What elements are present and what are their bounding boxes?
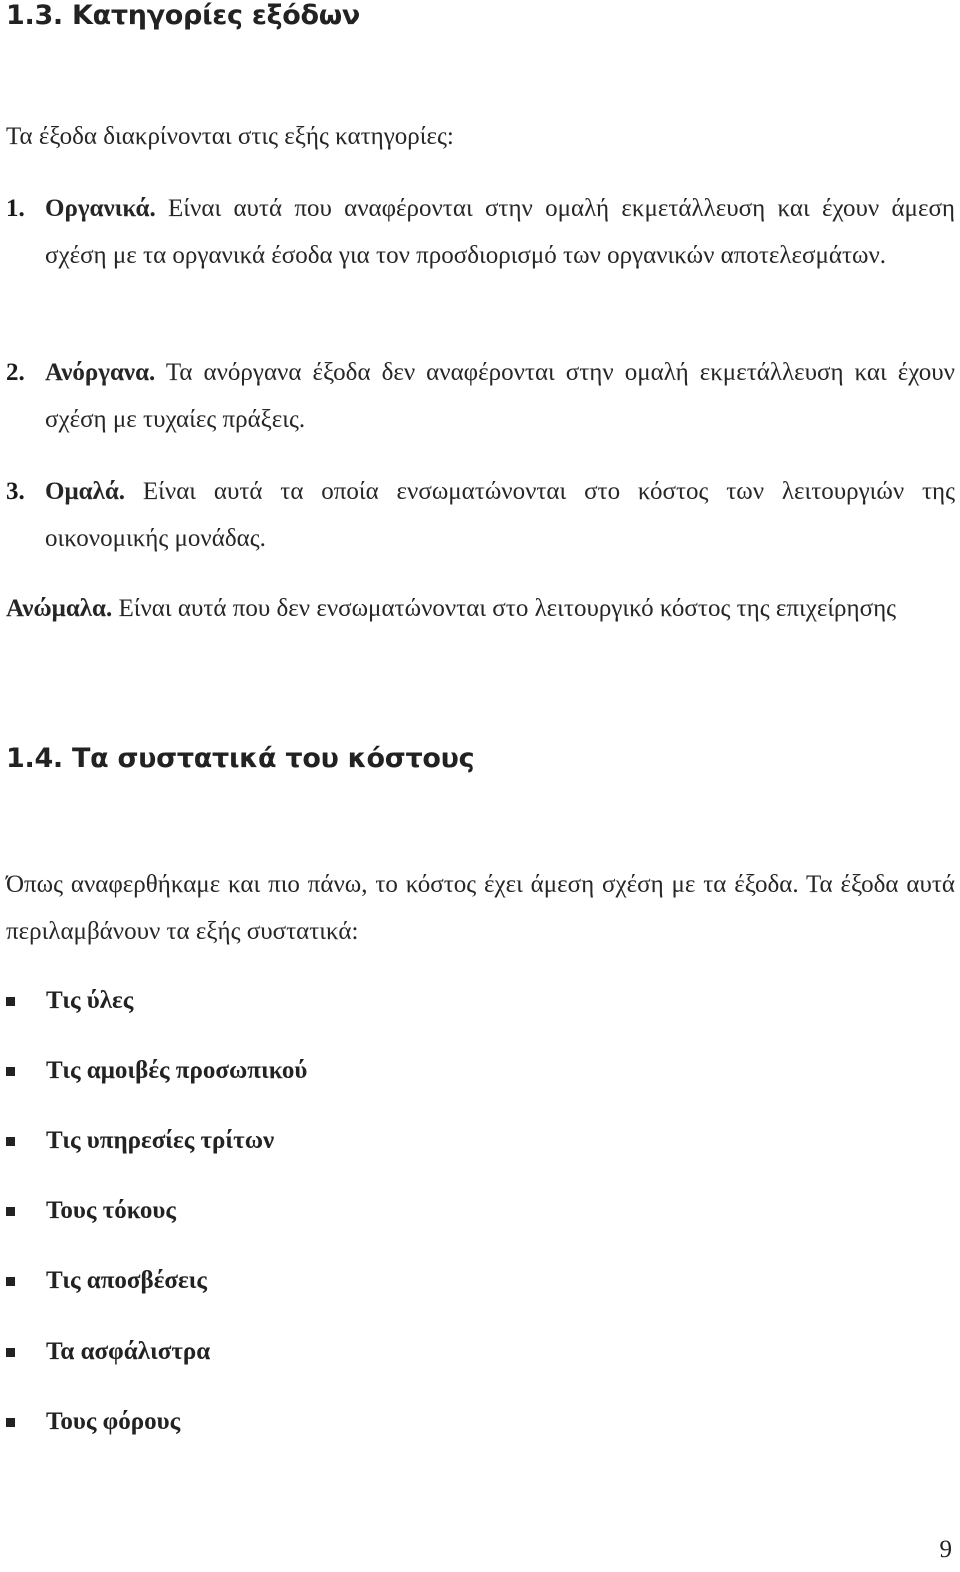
list-number-2: 2. [6, 359, 25, 386]
bullet-item [6, 1261, 207, 1301]
bullet-text: Τις υπηρεσίες τρίτων [46, 1127, 275, 1154]
extra-paragraph [6, 585, 955, 632]
list-item-2-text: Τα ανόργανα έξοδα δεν αναφέρονται στην ομαλή εκμετάλλευση και έχουν σχέση με τυχαίες πράξεις. [45, 359, 955, 433]
list-item-1-text: Είναι αυτά που αναφέρονται στην ομαλή εκμετάλλευση και έχουν άμεση σχέση με τα οργανικά έσοδα για τον προσδιορισμό των οργανικών αποτελεσμάτων. [45, 195, 955, 269]
list-number-1: 1. [6, 195, 25, 222]
bullet-square-icon [6, 997, 15, 1006]
extra-label: Ανώμαλα. [6, 595, 113, 622]
bullet-text: Τους φόρους [46, 1408, 181, 1435]
bullet-square-icon [6, 1067, 15, 1076]
bullet-item [6, 1191, 176, 1231]
bullet-text: Τα ασφάλιστρα [46, 1338, 211, 1365]
list-item-2-label: Ανόργανα. [45, 359, 156, 386]
list-item-3-text: Είναι αυτά τα οποία ενσωματώνονται στο κόστος των λειτουργιών της οικονομικής μονάδας. [45, 478, 955, 552]
list-item-2 [45, 349, 955, 443]
bullet-square-icon [6, 1137, 15, 1146]
bullet-text: Τους τόκους [46, 1197, 176, 1224]
bullet-square-icon [6, 1277, 15, 1286]
list-item-3-label: Ομαλά. [45, 478, 126, 505]
bullet-square-icon [6, 1418, 15, 1427]
bullet-item [6, 1121, 274, 1161]
list-number-3: 3. [6, 478, 25, 505]
bullet-item [6, 1332, 210, 1372]
bullet-item [6, 981, 133, 1021]
bullet-square-icon [6, 1348, 15, 1357]
bullet-text: Τις αποσβέσεις [46, 1267, 207, 1294]
extra-text: Είναι αυτά που δεν ενσωματώνονται στο λειτουργικό κόστος της επιχείρησης [112, 595, 897, 622]
section-intro-1-4: Όπως αναφερθήκαμε και πιο πάνω, το κόστος έχει άμεση σχέση με τα έξοδα. Τα έξοδα αυτά περιλαμβάνουν τα εξής συστατικά: [6, 871, 955, 945]
page-number: 9 [939, 1536, 952, 1563]
section-heading-1-4: 1.4. Τα συστατικά του κόστους [6, 743, 475, 774]
section-intro: Τα έξοδα διακρίνονται στις εξής κατηγορίες: [6, 123, 454, 150]
bullet-item [6, 1402, 180, 1442]
bullet-text: Τις αμοιβές προσωπικού [46, 1057, 308, 1084]
section-heading-1-3: 1.3. Κατηγορίες εξόδων [6, 0, 360, 31]
bullet-text: Τις ύλες [46, 987, 134, 1014]
bullet-square-icon [6, 1207, 15, 1216]
list-item-3 [45, 468, 955, 562]
bullet-item [6, 1051, 307, 1091]
list-item-1-label: Οργανικά. [45, 195, 156, 222]
list-item-1 [45, 185, 955, 279]
